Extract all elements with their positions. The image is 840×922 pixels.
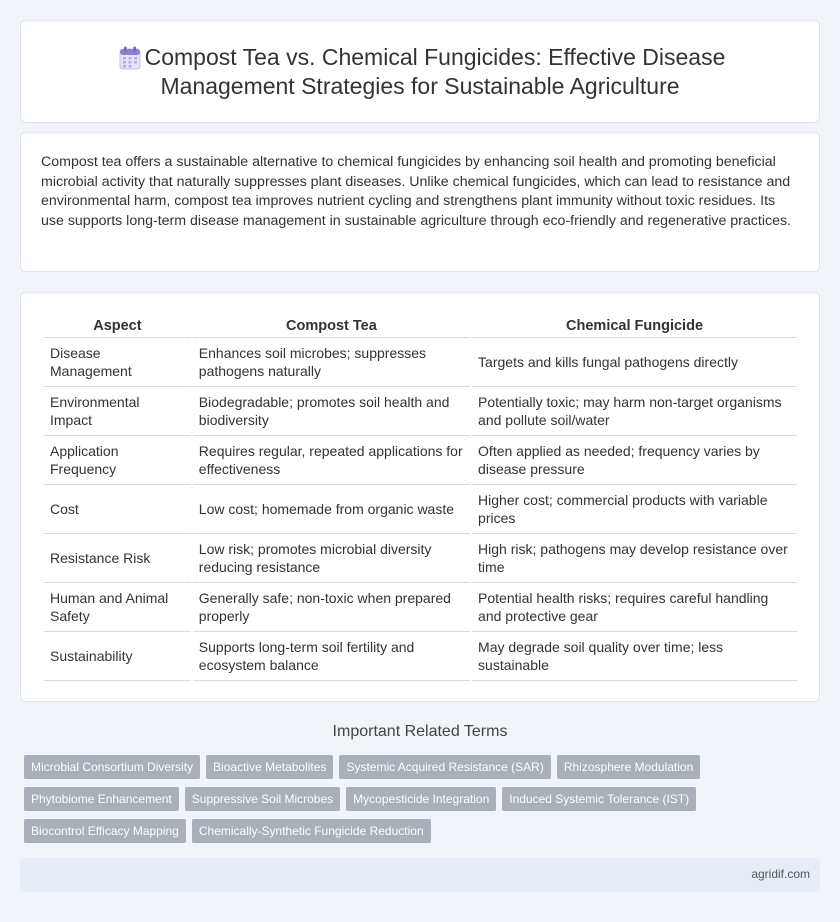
table-cell-chemical-fungicide: High risk; pathogens may develop resistance over time xyxy=(472,534,797,583)
table-cell-compost-tea: Enhances soil microbes; suppresses pathogens naturally xyxy=(193,338,470,387)
table-cell-aspect: Human and Animal Safety xyxy=(44,583,191,632)
table-row xyxy=(44,436,797,485)
table-cell-aspect: Application Frequency xyxy=(44,436,191,485)
table-row xyxy=(44,632,797,681)
comparison-table-card xyxy=(20,292,820,702)
tag-row xyxy=(24,819,744,843)
related-terms-title: Important Related Terms xyxy=(332,723,508,740)
table-row xyxy=(44,338,797,387)
footer xyxy=(20,858,820,892)
table-row xyxy=(44,387,797,436)
page-title-line1: Compost Tea vs. Chemical Fungicides: Effective Disease xyxy=(144,44,726,70)
tag-biocontrol-efficacy-mapping[interactable]: Biocontrol Efficacy Mapping xyxy=(24,819,186,843)
tag-rhizosphere-modulation[interactable]: Rhizosphere Modulation xyxy=(557,755,700,779)
intro-card xyxy=(20,132,820,272)
table-cell-compost-tea: Supports long-term soil fertility and ecosystem balance xyxy=(193,632,470,681)
tag-induced-systemic-tolerance[interactable]: Induced Systemic Tolerance (IST) xyxy=(502,787,696,811)
table-header-row xyxy=(44,315,797,338)
table-cell-aspect: Cost xyxy=(44,485,191,534)
comparison-table xyxy=(42,315,799,681)
table-row xyxy=(44,485,797,534)
table-cell-chemical-fungicide: May degrade soil quality over time; less sustainable xyxy=(472,632,797,681)
table-cell-compost-tea: Biodegradable; promotes soil health and biodiversity xyxy=(193,387,470,436)
table-cell-chemical-fungicide: Often applied as needed; frequency varies by disease pressure xyxy=(472,436,797,485)
table-cell-aspect: Resistance Risk xyxy=(44,534,191,583)
table-row xyxy=(44,534,797,583)
table-cell-aspect: Environmental Impact xyxy=(44,387,191,436)
footer-site-link[interactable]: agridif.com xyxy=(751,867,810,881)
table-cell-aspect: Sustainability xyxy=(44,632,191,681)
header-aspect: Aspect xyxy=(44,315,191,338)
header-compost-tea: Compost Tea xyxy=(193,315,470,338)
table-cell-chemical-fungicide: Potential health risks; requires careful handling and protective gear xyxy=(472,583,797,632)
tag-suppressive-soil-microbes[interactable]: Suppressive Soil Microbes xyxy=(185,787,340,811)
tag-row xyxy=(24,755,744,779)
table-cell-compost-tea: Generally safe; non-toxic when prepared properly xyxy=(193,583,470,632)
intro-paragraph: Compost tea offers a sustainable alternative to chemical fungicides by enhancing soil health and promoting beneficial microbial activity that naturally suppresses plant diseases. Unlike chemical fungicides, which can lead to resistance and environmental harm, compost tea improves nutrient cycling and strengthens plant immunity without toxic residues. Its use supports long-term disease management in sustainable agriculture through eco-friendly and regenerative practices. xyxy=(41,154,791,229)
header-chemical-fungicide: Chemical Fungicide xyxy=(472,315,797,338)
tag-phytobiome-enhancement[interactable]: Phytobiome Enhancement xyxy=(24,787,179,811)
tag-microbial-consortium-diversity[interactable]: Microbial Consortium Diversity xyxy=(24,755,200,779)
header-card xyxy=(20,20,820,123)
table-cell-compost-tea: Requires regular, repeated applications for effectiveness xyxy=(193,436,470,485)
table-cell-chemical-fungicide: Higher cost; commercial products with variable prices xyxy=(472,485,797,534)
related-terms-tags xyxy=(24,755,744,851)
table-cell-chemical-fungicide: Potentially toxic; may harm non-target organisms and pollute soil/water xyxy=(472,387,797,436)
table-cell-compost-tea: Low cost; homemade from organic waste xyxy=(193,485,470,534)
tag-chemically-synthetic-fungicide-reduction[interactable]: Chemically-Synthetic Fungicide Reduction xyxy=(192,819,431,843)
page-title-line2: Management Strategies for Sustainable Agriculture xyxy=(160,73,680,99)
tag-bioactive-metabolites[interactable]: Bioactive Metabolites xyxy=(206,755,333,779)
tag-systemic-acquired-resistance[interactable]: Systemic Acquired Resistance (SAR) xyxy=(339,755,550,779)
table-cell-chemical-fungicide: Targets and kills fungal pathogens directly xyxy=(472,338,797,387)
tag-row xyxy=(24,787,744,811)
tag-mycopesticide-integration[interactable]: Mycopesticide Integration xyxy=(346,787,496,811)
table-row xyxy=(44,583,797,632)
page-title xyxy=(21,43,819,101)
table-cell-compost-tea: Low risk; promotes microbial diversity reducing resistance xyxy=(193,534,470,583)
table-cell-aspect: Disease Management xyxy=(44,338,191,387)
